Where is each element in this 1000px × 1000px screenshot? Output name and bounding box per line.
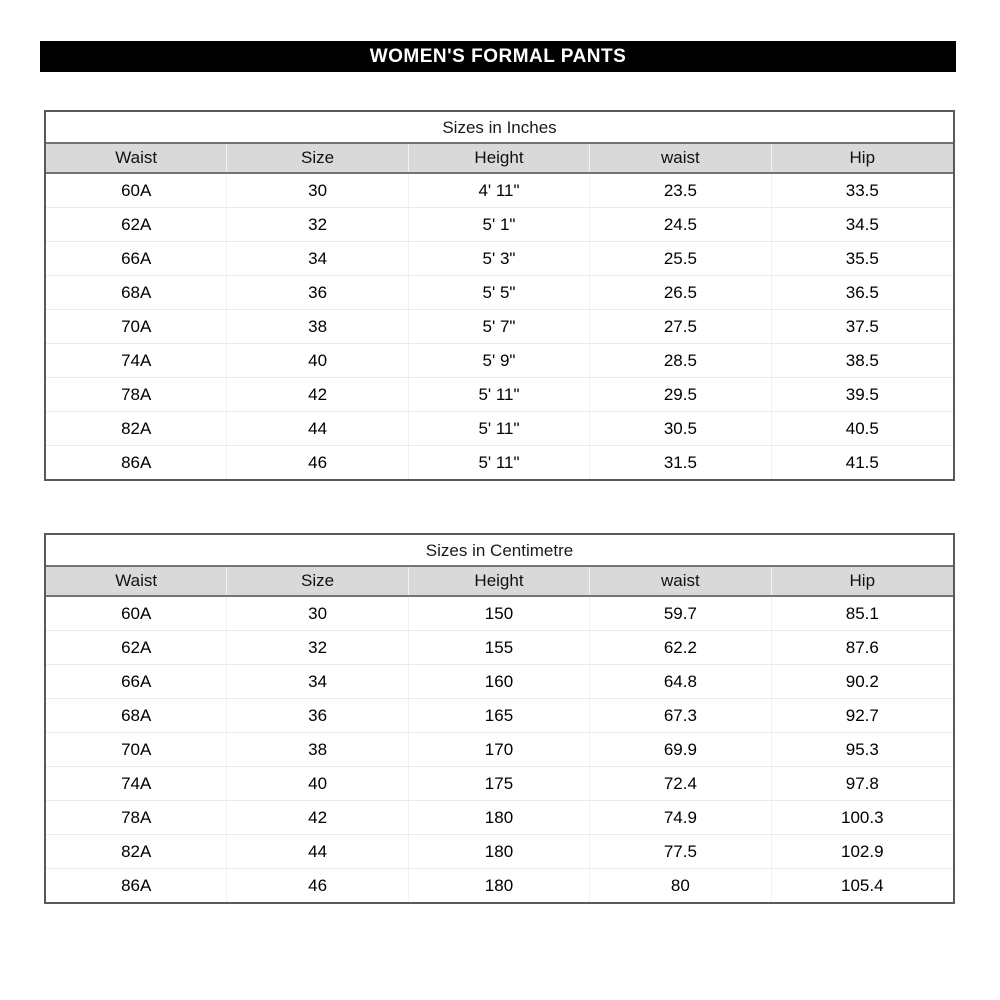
table-cell: 46 bbox=[227, 446, 408, 479]
table-cell: 40 bbox=[227, 767, 408, 800]
table-cell: 32 bbox=[227, 631, 408, 664]
table-cell: 86A bbox=[46, 869, 227, 902]
table-cell: 30 bbox=[227, 174, 408, 207]
table-row bbox=[46, 344, 953, 378]
table-cell: 72.4 bbox=[590, 767, 771, 800]
table-row bbox=[46, 446, 953, 479]
table-cell: 105.4 bbox=[841, 876, 884, 895]
table-cell: 42 bbox=[227, 801, 408, 834]
table-row bbox=[46, 733, 953, 767]
table-cell: 180 bbox=[409, 869, 590, 902]
table-cell: 44 bbox=[227, 835, 408, 868]
table-row bbox=[46, 631, 953, 665]
table-cell: 38 bbox=[227, 733, 408, 766]
table-cell: 5' 5" bbox=[409, 276, 590, 309]
table-cell: 59.7 bbox=[590, 597, 771, 630]
table-cell: 41.5 bbox=[845, 453, 879, 472]
column-header: waist bbox=[590, 144, 771, 172]
centimetre-table bbox=[44, 533, 955, 904]
table-cell: 5' 3" bbox=[409, 242, 590, 275]
table-cell: 82A bbox=[46, 412, 227, 445]
table-cell: 40 bbox=[227, 344, 408, 377]
table-cell: 44 bbox=[227, 412, 408, 445]
table-cell: 68A bbox=[46, 699, 227, 732]
table-cell: 38 bbox=[227, 310, 408, 343]
table-cell: 165 bbox=[409, 699, 590, 732]
table-cell: 31.5 bbox=[590, 446, 771, 479]
table-cell: 62A bbox=[46, 208, 227, 241]
table-cell: 90.2 bbox=[845, 672, 879, 691]
table-cell: 66A bbox=[46, 665, 227, 698]
column-header: Waist bbox=[46, 144, 227, 172]
table-cell: 35.5 bbox=[845, 249, 879, 268]
table-cell: 80 bbox=[590, 869, 771, 902]
table-cell: 74.9 bbox=[590, 801, 771, 834]
table-row bbox=[46, 242, 953, 276]
inches-table-body bbox=[46, 174, 953, 479]
table-cell: 175 bbox=[409, 767, 590, 800]
table-row bbox=[46, 208, 953, 242]
table-cell: 64.8 bbox=[590, 665, 771, 698]
column-header: Size bbox=[227, 567, 408, 595]
table-cell: 5' 7" bbox=[409, 310, 590, 343]
table-cell: 38.5 bbox=[845, 351, 879, 370]
column-header: Height bbox=[409, 144, 590, 172]
table-cell: 26.5 bbox=[590, 276, 771, 309]
table-cell: 25.5 bbox=[590, 242, 771, 275]
centimetre-table-body bbox=[46, 597, 953, 902]
table-cell: 69.9 bbox=[590, 733, 771, 766]
table-cell: 39.5 bbox=[845, 385, 879, 404]
table-row bbox=[46, 276, 953, 310]
table-cell: 95.3 bbox=[845, 740, 879, 759]
table-cell: 97.8 bbox=[845, 774, 879, 793]
table-cell: 85.1 bbox=[845, 604, 879, 623]
table-cell: 5' 9" bbox=[409, 344, 590, 377]
table-cell: 23.5 bbox=[590, 174, 771, 207]
inches-table bbox=[44, 110, 955, 481]
table-cell: 33.5 bbox=[845, 181, 879, 200]
table-cell: 5' 11" bbox=[409, 412, 590, 445]
table-cell: 74A bbox=[46, 767, 227, 800]
inches-table-title: Sizes in Inches bbox=[46, 112, 953, 144]
table-cell: 34 bbox=[227, 242, 408, 275]
table-cell: 5' 1" bbox=[409, 208, 590, 241]
table-cell: 74A bbox=[46, 344, 227, 377]
table-cell: 155 bbox=[409, 631, 590, 664]
table-cell: 180 bbox=[409, 801, 590, 834]
table-cell: 60A bbox=[46, 597, 227, 630]
table-cell: 24.5 bbox=[590, 208, 771, 241]
table-cell: 30.5 bbox=[590, 412, 771, 445]
table-cell: 87.6 bbox=[845, 638, 879, 657]
column-header: Height bbox=[409, 567, 590, 595]
table-cell: 67.3 bbox=[590, 699, 771, 732]
table-cell: 180 bbox=[409, 835, 590, 868]
table-row bbox=[46, 310, 953, 344]
table-cell: 70A bbox=[46, 733, 227, 766]
table-cell: 42 bbox=[227, 378, 408, 411]
column-header: Hip bbox=[849, 148, 876, 167]
table-cell: 70A bbox=[46, 310, 227, 343]
table-cell: 29.5 bbox=[590, 378, 771, 411]
centimetre-table-title: Sizes in Centimetre bbox=[46, 535, 953, 567]
table-cell: 62A bbox=[46, 631, 227, 664]
table-cell: 62.2 bbox=[590, 631, 771, 664]
table-row bbox=[46, 699, 953, 733]
table-row bbox=[46, 597, 953, 631]
table-cell: 4' 11" bbox=[409, 174, 590, 207]
table-cell: 60A bbox=[46, 174, 227, 207]
table-cell: 28.5 bbox=[590, 344, 771, 377]
column-header: Size bbox=[227, 144, 408, 172]
page-title: WOMEN'S FORMAL PANTS bbox=[40, 41, 956, 72]
table-row bbox=[46, 174, 953, 208]
column-header: Waist bbox=[46, 567, 227, 595]
table-cell: 102.9 bbox=[841, 842, 884, 861]
table-cell: 34.5 bbox=[845, 215, 879, 234]
table-row bbox=[46, 869, 953, 902]
table-row bbox=[46, 801, 953, 835]
table-row bbox=[46, 767, 953, 801]
table-cell: 5' 11" bbox=[409, 446, 590, 479]
table-cell: 82A bbox=[46, 835, 227, 868]
table-cell: 68A bbox=[46, 276, 227, 309]
table-cell: 36 bbox=[227, 276, 408, 309]
table-cell: 40.5 bbox=[845, 419, 879, 438]
table-row bbox=[46, 835, 953, 869]
table-cell: 100.3 bbox=[841, 808, 884, 827]
table-cell: 92.7 bbox=[845, 706, 879, 725]
table-cell: 160 bbox=[409, 665, 590, 698]
table-row bbox=[46, 378, 953, 412]
table-row bbox=[46, 665, 953, 699]
table-cell: 5' 11" bbox=[409, 378, 590, 411]
table-cell: 30 bbox=[227, 597, 408, 630]
table-cell: 66A bbox=[46, 242, 227, 275]
table-cell: 150 bbox=[409, 597, 590, 630]
column-header: Hip bbox=[849, 571, 876, 590]
centimetre-table-header-row bbox=[46, 567, 953, 597]
inches-table-header-row bbox=[46, 144, 953, 174]
table-cell: 78A bbox=[46, 378, 227, 411]
table-cell: 36.5 bbox=[845, 283, 879, 302]
column-header: waist bbox=[590, 567, 771, 595]
table-cell: 78A bbox=[46, 801, 227, 834]
table-cell: 27.5 bbox=[590, 310, 771, 343]
table-row bbox=[46, 412, 953, 446]
table-cell: 77.5 bbox=[590, 835, 771, 868]
table-cell: 86A bbox=[46, 446, 227, 479]
table-cell: 170 bbox=[409, 733, 590, 766]
table-cell: 32 bbox=[227, 208, 408, 241]
table-cell: 36 bbox=[227, 699, 408, 732]
table-cell: 34 bbox=[227, 665, 408, 698]
table-cell: 37.5 bbox=[845, 317, 879, 336]
table-cell: 46 bbox=[227, 869, 408, 902]
